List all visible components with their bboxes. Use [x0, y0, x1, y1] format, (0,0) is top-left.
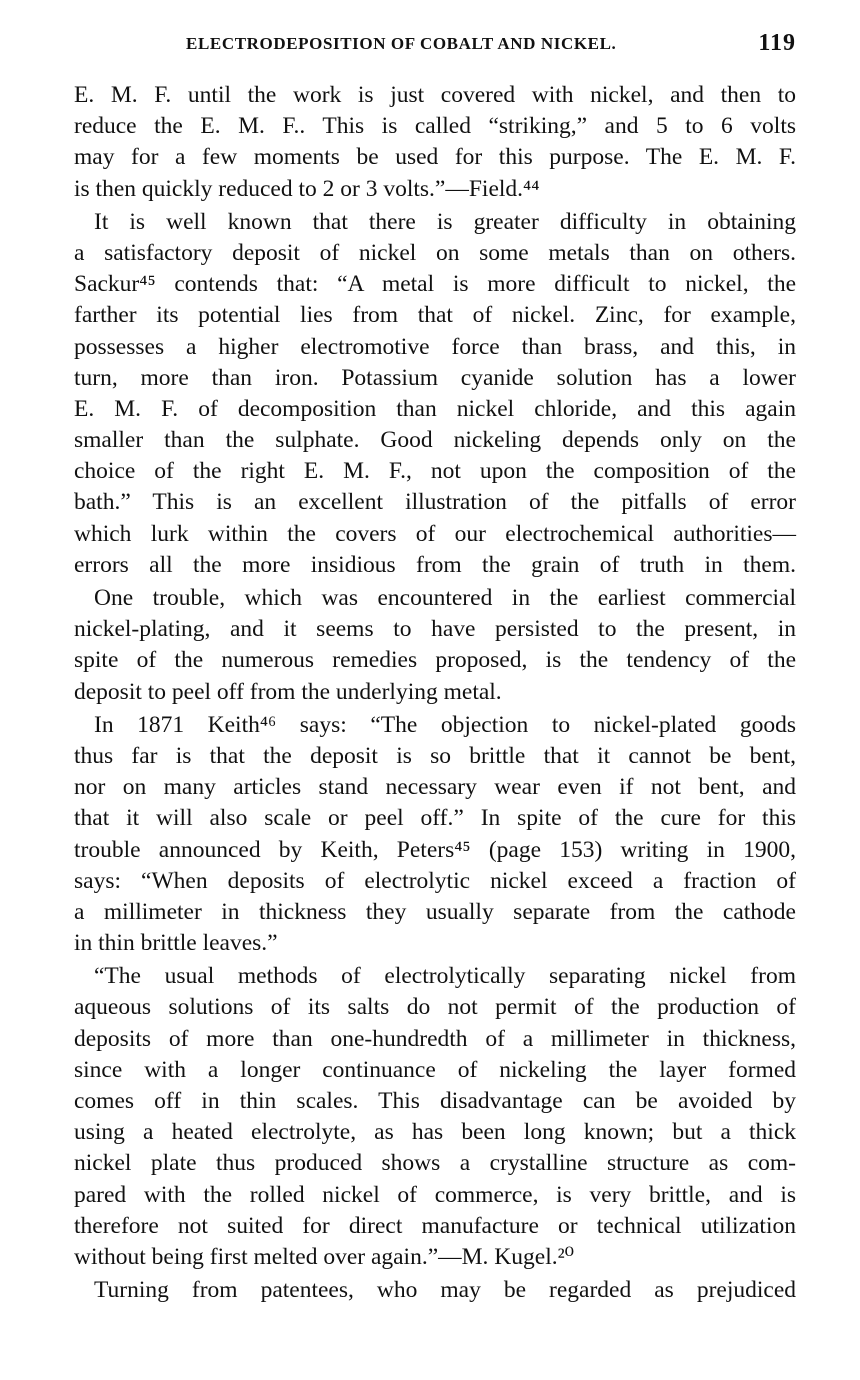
- paragraph: [74, 710, 796, 960]
- text-line: It is well known that there is greater difficulty in obtaining: [94, 208, 796, 235]
- text-line: reduce the E. M. F.. This is called “striking,” and 5 to 6 volts: [74, 113, 796, 140]
- text-line: bath.” This is an excellent illustration of the pitfalls of error: [74, 489, 796, 516]
- text-line: since with a longer continuance of nickeling the layer formed: [74, 1056, 796, 1083]
- text-line: comes off in thin scales. This disadvantage can be avoided by: [74, 1088, 796, 1114]
- text-line: Turning from patentees, who may be regarded as prejudiced: [94, 1277, 796, 1304]
- paragraph: [74, 583, 796, 708]
- page-number: 119: [758, 30, 796, 56]
- text-line: farther its potential lies from that of nickel. Zinc, for example,: [74, 302, 796, 329]
- running-head: [74, 30, 796, 60]
- text-line: possesses a higher electromotive force than brass, and this, in: [74, 333, 796, 360]
- text-line: “The usual methods of electrolytically separating nickel from: [94, 963, 796, 990]
- text-line: without being first melted over again.”—M. Kugel.²⁰: [74, 1243, 575, 1270]
- text-line: may for a few moments be used for this purpose. The E. M. F.: [74, 144, 796, 171]
- text-line: which lurk within the covers of our electrochemical authorities—: [74, 520, 796, 547]
- text-line: nickel plate thus produced shows a crystalline structure as com-: [74, 1150, 796, 1177]
- text-line: In 1871 Keith⁴⁶ says: “The objection to nickel-plated goods: [94, 711, 796, 738]
- paragraph: [74, 1275, 796, 1306]
- text-line: a millimeter in thickness they usually separate from the cathode: [74, 898, 796, 925]
- text-line: choice of the right E. M. F., not upon the composition of the: [74, 458, 796, 485]
- text-line: pared with the rolled nickel of commerce, is very brittle, and is: [74, 1181, 796, 1208]
- text-line: nor on many articles stand necessary wear even if not bent, and: [74, 774, 796, 801]
- text-line: deposit to peel off from the underlying metal.: [74, 678, 502, 705]
- text-line: deposits of more than one-hundredth of a millimeter in thickness,: [74, 1025, 796, 1052]
- text-line: Sackur⁴⁵ contends that: “A metal is more difficult to nickel, the: [74, 271, 796, 298]
- paragraph: [74, 961, 796, 1273]
- text-line: One trouble, which was encountered in the earliest commercial: [94, 585, 796, 611]
- paragraph: [74, 207, 796, 581]
- text-line: using a heated electrolyte, as has been long known; but a thick: [74, 1119, 796, 1146]
- text-line: is then quickly reduced to 2 or 3 volts.”—Field.⁴⁴: [74, 175, 540, 202]
- text-line: aqueous solutions of its salts do not permit of the production of: [74, 994, 796, 1021]
- text-line: spite of the numerous remedies proposed, is the tendency of the: [74, 647, 796, 674]
- text-line: that it will also scale or peel off.” In spite of the cure for this: [74, 805, 796, 832]
- running-title: ELECTRODEPOSITION OF COBALT AND NICKEL.: [186, 34, 617, 53]
- text-line: thus far is that the deposit is so brittle that it cannot be bent,: [74, 742, 796, 769]
- body-text: [74, 80, 796, 1306]
- text-line: therefore not suited for direct manufacture or technical utilization: [74, 1212, 796, 1239]
- text-line: trouble announced by Keith, Peters⁴⁵ (page 153) writing in 1900,: [74, 836, 796, 863]
- text-line: E. M. F. of decomposition than nickel chloride, and this again: [74, 395, 796, 422]
- text-line: says: “When deposits of electrolytic nickel exceed a fraction of: [74, 867, 796, 894]
- text-line: errors all the more insidious from the grain of truth in them.: [74, 551, 796, 578]
- text-line: nickel-plating, and it seems to have persisted to the present, in: [74, 616, 796, 643]
- text-line: smaller than the sulphate. Good nickeling depends only on the: [74, 427, 796, 454]
- text-line: in thin brittle leaves.”: [74, 930, 278, 957]
- text-line: turn, more than iron. Potassium cyanide solution has a lower: [74, 364, 796, 391]
- paragraph: [74, 80, 796, 205]
- text-line: E. M. F. until the work is just covered with nickel, and then to: [74, 82, 796, 108]
- text-line: a satisfactory deposit of nickel on some metals than on others.: [74, 239, 796, 266]
